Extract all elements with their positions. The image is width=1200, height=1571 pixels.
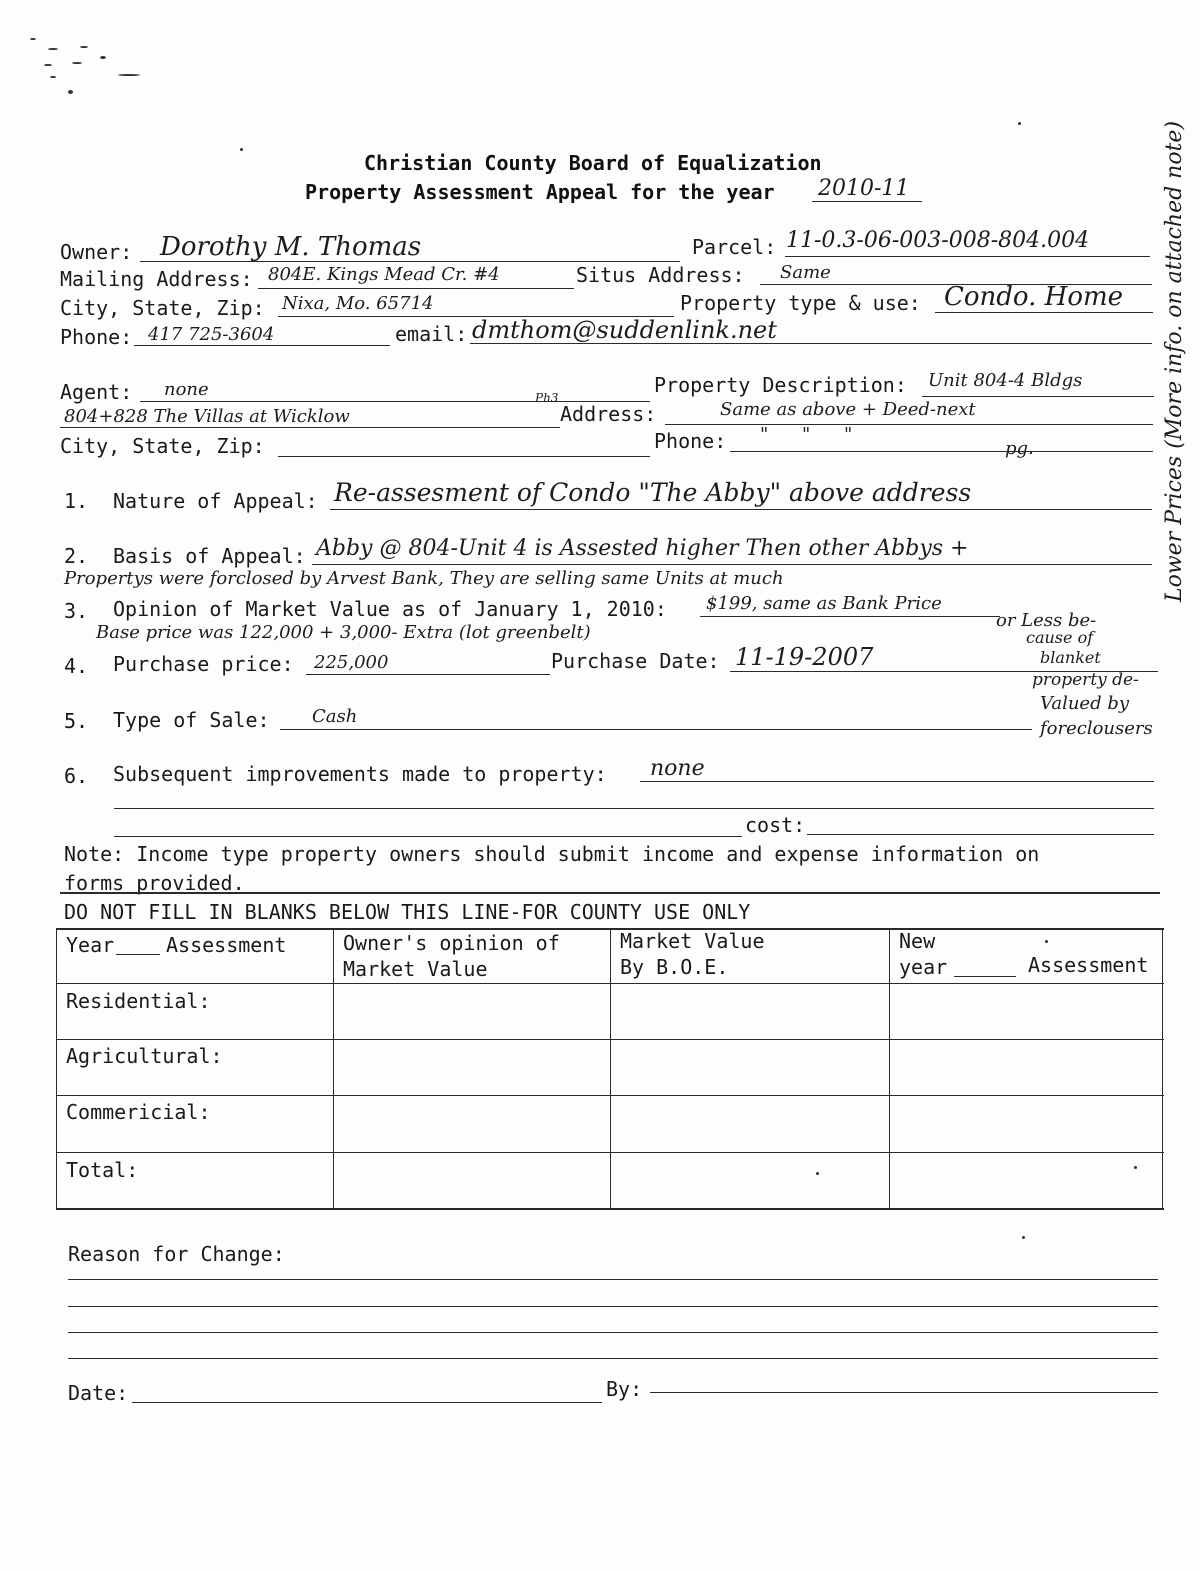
stray-mark xyxy=(68,90,73,94)
item-3-number: 3. xyxy=(64,599,89,623)
agent-phone-line xyxy=(730,451,1153,452)
city-state-zip-value[interactable]: Nixa, Mo. 65714 xyxy=(282,293,434,314)
purchase-price-label: Purchase price: xyxy=(113,652,294,676)
reason-line xyxy=(68,1279,1158,1280)
email-line xyxy=(470,343,1152,344)
income-note-line-1: Note: Income type property owners should submit income and expense information on xyxy=(64,842,1040,866)
col-year-blank xyxy=(116,954,160,955)
table-col-divider xyxy=(889,928,890,1208)
row-agricultural-label: Agricultural: xyxy=(66,1044,223,1068)
parcel-label: Parcel: xyxy=(692,235,777,259)
table-border xyxy=(56,928,57,1208)
property-type-line xyxy=(935,312,1153,313)
market-value-opinion-value-2[interactable]: Base price was 122,000 + 3,000- Extra (lot greenbelt) xyxy=(96,622,591,643)
stray-mark xyxy=(48,48,58,50)
type-of-sale-label: Type of Sale: xyxy=(113,708,270,732)
reason-for-change-label: Reason for Change: xyxy=(68,1242,285,1266)
property-description-value-2[interactable]: 804+828 The Villas at Wicklow xyxy=(64,406,350,427)
col-owner-opinion-header-2: Market Value xyxy=(343,957,488,981)
item-5-number: 5. xyxy=(64,709,89,733)
row-residential-label: Residential: xyxy=(66,989,211,1013)
phone-value[interactable]: 417 725-3604 xyxy=(148,324,275,345)
county-use-divider xyxy=(60,892,1160,894)
stray-mark xyxy=(118,74,140,76)
table-border xyxy=(1162,928,1163,1208)
property-description-line-2 xyxy=(60,427,560,428)
side-margin-note: Lower Prices (More info. on attached note) xyxy=(1162,120,1187,602)
owner-line xyxy=(140,261,680,262)
property-description-line xyxy=(922,396,1154,397)
date-label: Date: xyxy=(68,1381,129,1405)
stray-mark xyxy=(816,1172,819,1175)
col-new-year-blank xyxy=(954,976,1016,977)
form-subtitle: Property Assessment Appeal for the year xyxy=(305,180,775,204)
col-new-assessment-header: Assessment xyxy=(1028,953,1149,977)
item-1-number: 1. xyxy=(64,489,89,513)
purchase-date-value[interactable]: 11-19-2007 xyxy=(735,643,874,671)
mailing-address-line xyxy=(258,288,574,289)
owner-value[interactable]: Dorothy M. Thomas xyxy=(160,232,422,262)
agent-value[interactable]: none xyxy=(164,379,209,400)
table-col-divider xyxy=(333,928,334,1208)
purchase-price-value[interactable]: 225,000 xyxy=(314,652,389,673)
col-owner-opinion-header: Owner's opinion of xyxy=(343,931,560,955)
margin-note-line: property de- xyxy=(1032,670,1139,690)
margin-note-line: cause of xyxy=(1026,628,1094,647)
market-value-opinion-label: Opinion of Market Value as of January 1, 2010: xyxy=(113,597,667,621)
item-4-number: 4. xyxy=(64,654,89,678)
situs-address-label: Situs Address: xyxy=(576,263,745,287)
stray-mark xyxy=(50,76,56,78)
margin-note-line: Valued by xyxy=(1040,693,1130,714)
agent-phone-value[interactable]: " " " xyxy=(760,424,867,445)
form-title: Christian County Board of Equalization xyxy=(364,151,822,175)
agent-label: Agent: xyxy=(60,380,133,404)
col-market-value-header-2: By B.O.E. xyxy=(620,955,729,979)
by-line xyxy=(650,1392,1158,1393)
stray-mark xyxy=(30,38,36,40)
agent-address-value[interactable]: Same as above + Deed-next xyxy=(720,399,976,420)
stray-mark xyxy=(1045,940,1048,943)
situs-address-value[interactable]: Same xyxy=(780,262,831,283)
stray-mark xyxy=(240,148,243,151)
improvements-line-2 xyxy=(114,808,1154,809)
purchase-date-label: Purchase Date: xyxy=(551,649,720,673)
nature-of-appeal-line xyxy=(330,509,1152,510)
income-note-line-2: forms provided. xyxy=(64,871,245,895)
stray-mark xyxy=(1022,1236,1025,1239)
stray-mark xyxy=(80,46,88,48)
property-type-value[interactable]: Condo. Home xyxy=(944,282,1124,312)
margin-note-line: blanket xyxy=(1040,648,1101,667)
basis-of-appeal-label: Basis of Appeal: xyxy=(113,544,306,568)
purchase-price-line xyxy=(306,674,550,675)
improvements-line-3 xyxy=(114,836,742,837)
agent-city-state-zip-line xyxy=(278,456,650,457)
table-col-divider xyxy=(610,928,611,1208)
appeal-year-value: 2010-11 xyxy=(818,176,910,201)
reason-line xyxy=(68,1332,1158,1333)
nature-of-appeal-value[interactable]: Re-assesment of Condo "The Abby" above address xyxy=(334,478,972,507)
item-6-number: 6. xyxy=(64,764,89,788)
date-line xyxy=(132,1402,602,1403)
agent-phone-label: Phone: xyxy=(654,429,727,453)
stray-mark xyxy=(72,62,82,64)
owner-label: Owner: xyxy=(60,240,133,264)
type-of-sale-line xyxy=(280,729,1032,730)
col-assessment-header: Assessment xyxy=(166,933,287,957)
cost-label: cost: xyxy=(745,813,806,837)
stray-mark xyxy=(1018,122,1021,125)
appeal-year-line xyxy=(812,201,922,202)
property-description-value[interactable]: Unit 804-4 Bldgs xyxy=(928,370,1083,391)
type-of-sale-value[interactable]: Cash xyxy=(312,706,358,727)
cost-line xyxy=(807,834,1154,835)
nature-of-appeal-label: Nature of Appeal: xyxy=(113,489,318,513)
phone-line xyxy=(134,345,390,346)
market-value-opinion-line xyxy=(700,616,1000,617)
reason-line xyxy=(68,1306,1158,1307)
stray-mark xyxy=(1134,1166,1137,1169)
mailing-address-value[interactable]: 804E. Kings Mead Cr. #4 xyxy=(268,264,500,285)
col-new-year-header: year xyxy=(899,955,948,979)
agent-pg-note: pg. xyxy=(1005,438,1034,459)
margin-note-line: or Less be- xyxy=(996,610,1097,631)
col-year-header: Year xyxy=(66,933,115,957)
property-type-label: Property type & use: xyxy=(680,291,921,315)
property-description-superscript: Ph3 xyxy=(535,391,559,405)
improvements-label: Subsequent improvements made to property: xyxy=(113,762,607,786)
agent-address-label: Address: xyxy=(560,402,657,426)
email-value[interactable]: dmthom@suddenlink.net xyxy=(472,316,777,344)
by-label: By: xyxy=(606,1377,643,1401)
improvements-value[interactable]: none xyxy=(650,756,705,781)
email-label: email: xyxy=(395,322,468,346)
basis-of-appeal-value[interactable]: Abby @ 804-Unit 4 is Assested higher Then other Abbys + xyxy=(316,536,969,561)
margin-note-line: foreclousers xyxy=(1040,718,1153,739)
col-new-header: New xyxy=(899,929,936,953)
agent-address-line xyxy=(665,424,1153,425)
city-state-zip-label: City, State, Zip: xyxy=(60,296,265,320)
county-use-heading: DO NOT FILL IN BLANKS BELOW THIS LINE-FOR COUNTY USE ONLY xyxy=(64,900,751,924)
row-commercial-label: Commericial: xyxy=(66,1100,211,1124)
agent-city-state-zip-label: City, State, Zip: xyxy=(60,434,265,458)
item-2-number: 2. xyxy=(64,544,89,568)
table-border xyxy=(56,1208,1164,1210)
parcel-value[interactable]: 11-0.3-06-003-008-804.004 xyxy=(786,228,1090,253)
basis-of-appeal-line xyxy=(312,564,1152,565)
parcel-line xyxy=(785,256,1150,257)
mailing-address-label: Mailing Address: xyxy=(60,267,253,291)
stray-mark xyxy=(44,64,52,66)
phone-label: Phone: xyxy=(60,325,133,349)
property-description-label: Property Description: xyxy=(654,373,907,397)
row-total-label: Total: xyxy=(66,1158,139,1182)
stray-mark xyxy=(100,56,106,59)
col-market-value-header: Market Value xyxy=(620,929,765,953)
improvements-line xyxy=(640,781,1154,782)
basis-of-appeal-value-2[interactable]: Propertys were forclosed by Arvest Bank, They are selling same Units at much xyxy=(64,568,784,589)
market-value-opinion-value[interactable]: $199, same as Bank Price xyxy=(706,593,942,614)
reason-line xyxy=(68,1358,1158,1359)
